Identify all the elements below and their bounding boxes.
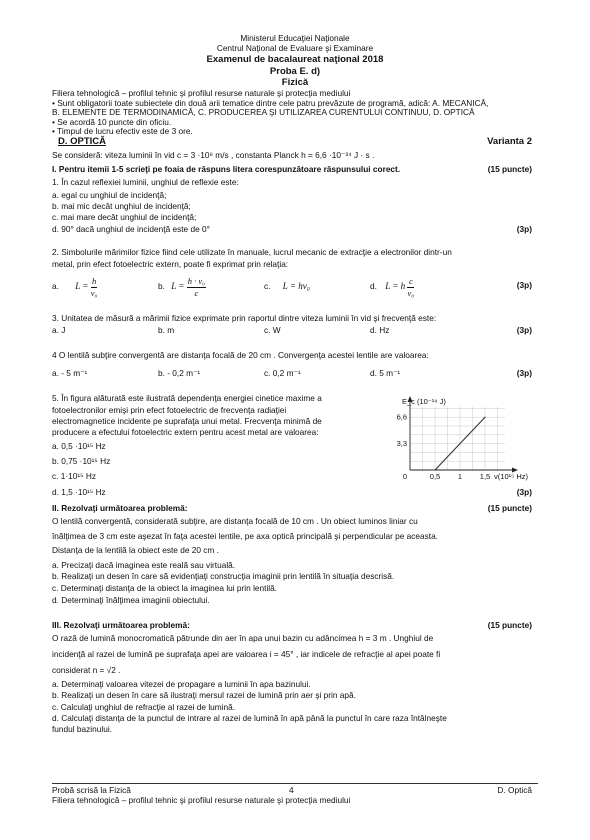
part3-item-a: a. Determinaţi valoarea vitezei de propagare a luminii în apa bazinului. — [52, 679, 311, 689]
part2-title: II. Rezolvaţi următoarea problemă: — [52, 503, 188, 513]
q4-option-b: b. - 0,2 m⁻¹ — [158, 368, 201, 378]
q2-option-c — [264, 281, 310, 292]
filiera-line: Filiera tehnologică – profilul tehnic şi profilul resurse naturale şi protecţia mediului — [52, 88, 351, 98]
q2-text-2: metal, prin efect fotoelectric extern, poate fi exprimat prin relaţia: — [52, 259, 289, 269]
q2-b-label: b. — [158, 281, 165, 292]
photoelectric-chart — [388, 392, 538, 488]
q5-option-c: c. 1·10¹⁵ Hz — [52, 471, 97, 481]
q4-text: 4 O lentilă subţire convergentă are distanţa focală de 20 cm . Convergenţa acestei lentile are valoarea: — [52, 350, 429, 360]
q4-option-d: d. 5 m⁻¹ — [370, 368, 401, 378]
q2-d-fraction — [407, 277, 414, 297]
part3-points: (15 puncte) — [487, 620, 532, 630]
q3-option-b: b. m — [158, 325, 175, 335]
q4-points: (3p) — [516, 368, 532, 378]
part3-title: III. Rezolvaţi următoarea problemă: — [52, 620, 190, 630]
q2-a-den: ν₀ — [90, 287, 98, 298]
subject-title: Fizică — [281, 77, 309, 88]
x-tick-label: 1,5 — [479, 472, 491, 481]
origin-label: 0 — [402, 472, 407, 481]
q3-option-c: c. W — [264, 325, 281, 335]
part3-item-b: b. Realizaţi un desen în care să ilustraţi mersul razei de lumină prin aer şi prin apă. — [52, 690, 356, 700]
footer-divider — [52, 783, 538, 784]
proba-title: Proba E. d) — [269, 66, 321, 77]
part3-item-d-1: d. Calculaţi distanţa de la punctul de intrare al razei de lumină în apă până la punctul în care raza întâlneşte — [52, 713, 447, 723]
chart-grid — [410, 407, 505, 470]
ministry-line: Ministerul Educaţiei Naţionale — [240, 33, 350, 43]
q5-option-d: d. 1,5 ·10¹⁵ Hz — [52, 487, 106, 497]
q2-points: (3p) — [516, 280, 532, 290]
q2-a-lhs: L = — [75, 281, 89, 292]
part3-item-c: c. Calculaţi unghiul de refracţie al razei de lumină. — [52, 702, 236, 712]
q2-text-1: 2. Simbolurile mărimilor fizice fiind cele utilizate în manuale, lucrul mecanic de extracţie a electronilor dintr-un — [52, 247, 452, 257]
rule-line-3: • Timpul de lucru efectiv este de 3 ore. — [52, 126, 193, 136]
rule-line-2: • Se acordă 10 puncte din oficiu. — [52, 117, 172, 127]
q2-b-lhs: L = — [171, 281, 185, 292]
footer-left: Probă scrisă la Fizică — [52, 785, 131, 795]
q2-a-fraction — [91, 277, 98, 297]
q5-text-1: 5. În figura alăturată este ilustrată dependenţa energiei cinetice maxime a — [52, 393, 322, 403]
x-axis-label: ν(10¹⁵ Hz) — [494, 472, 528, 481]
q5-text-3: electromagnetice incidente pe suprafaţa unui metal. Frecvenţa minimă de — [52, 416, 322, 426]
center-line: Centrul Naţional de Evaluare şi Examinare — [216, 43, 374, 53]
q4-option-a: a. - 5 m⁻¹ — [52, 368, 88, 378]
part2-line-3: Distanţa de la lentilă la obiect este de 20 cm . — [52, 545, 219, 555]
y-tick-label: 6,6 — [396, 412, 407, 422]
chart-labels — [397, 397, 529, 481]
y-tick-label: 3,3 — [396, 439, 407, 449]
q2-a-label: a. — [52, 281, 59, 292]
q2-b-den: c — [194, 287, 199, 298]
q2-option-b — [158, 277, 206, 297]
q2-option-d — [370, 277, 414, 297]
q1-points: (3p) — [516, 224, 532, 234]
q3-text: 3. Unitatea de măsură a mărimii fizice exprimate prin raportul dintre viteza luminii în vid şi frecvenţă este: — [52, 313, 437, 323]
footer-page-number: 4 — [289, 785, 294, 795]
series-point — [484, 417, 485, 418]
q5-points: (3p) — [516, 487, 532, 497]
q2-b-num: h · ν₀ — [187, 276, 206, 286]
q4-option-c: c. 0,2 m⁻¹ — [264, 368, 301, 378]
q2-a-num: h — [91, 276, 97, 286]
part2-item-c: c. Determinaţi distanţa de la obiect la imaginea lui prin lentilă. — [52, 583, 278, 593]
part2-line-1: O lentilă convergentă, considerată subţire, are distanţa focală de 10 cm . Un obiect luminos liniar cu — [52, 516, 418, 526]
q5-option-a: a. 0,5 ·10¹⁵ Hz — [52, 441, 106, 451]
exam-title: Examenul de bacalaureat naţional 2018 — [206, 54, 384, 65]
q2-option-a — [52, 277, 97, 297]
part3-line-2: incidenţă al razei de lumină pe suprafaţa apei are valoarea i = 45° , iar indicele de refracţie al apei poate fi — [52, 649, 441, 659]
q1-option-c: c. mai mare decât unghiul de incidenţă; — [52, 212, 197, 222]
constants-line: Se consideră: viteza luminii în vid c = 3 ·10⁸ m/s , constanta Planck h = 6,6 ·10⁻³⁴ J · s . — [52, 150, 375, 160]
section-title: D. OPTICĂ — [58, 136, 107, 147]
q3-option-d: d. Hz — [370, 325, 390, 335]
footer-bottom: Filiera tehnologică – profilul tehnic şi profilul resurse naturale şi protecţia mediului — [52, 795, 351, 805]
q5-option-b: b. 0,75 ·10¹⁵ Hz — [52, 456, 111, 466]
rule-line-1b: B. ELEMENTE DE TERMODINAMICĂ, C. PRODUCEREA ŞI UTILIZAREA CURENTULUI CONTINUU, D. OPTICĂ — [52, 107, 475, 117]
q2-d-lhs: L = h — [385, 281, 406, 292]
q2-d-den: ν₀ — [407, 287, 415, 298]
q2-c-expr: L = hν₀ — [282, 281, 310, 291]
rule-line-1a: • Sunt obligatorii toate subiectele din două arii tematice dintre cele patru prevăzute de programă, adică: A. MECANICĂ, — [52, 98, 489, 108]
q1-option-b: b. mai mic decât unghiul de incidenţă; — [52, 201, 191, 211]
part2-item-b: b. Realizaţi un desen în care să evidenţiaţi construcţia imaginii prin lentilă în situaţia descrisă. — [52, 571, 395, 581]
q2-d-num: c — [408, 276, 413, 286]
variant-label: Varianta 2 — [487, 136, 532, 147]
part2-points: (15 puncte) — [487, 503, 532, 513]
series-point — [434, 469, 435, 470]
part1-title: I. Pentru itemii 1-5 scrieţi pe foaia de răspuns litera corespunzătoare răspunsului corect. — [52, 164, 401, 174]
x-tick-label: 1 — [457, 472, 463, 481]
q3-points: (3p) — [516, 325, 532, 335]
part3-line-3: considerat n = √2 . — [52, 665, 121, 675]
part2-item-a: a. Precizaţi dacă imaginea este reală sau virtuală. — [52, 560, 236, 570]
part3-item-d-2: fundul bazinului. — [52, 724, 112, 734]
part2-line-2: înălţimea de 3 cm este aşezat în faţa acestei lentile, pe axa optică principală şi perpendicular pe aceasta. — [52, 531, 439, 541]
q5-text-2: fotoelectronilor emişi prin efect fotoelectric de frecvenţa radiaţiei — [52, 405, 287, 415]
q3-option-a: a. J — [52, 325, 66, 335]
x-tick-label: 0,5 — [429, 472, 441, 481]
part3-line-1: O rază de lumină monocromatică pătrunde din aer în apa unui bazin cu adâncimea h = 3 m . Unghiul de — [52, 633, 434, 643]
q5-text-4: producere a efectului fotoelectric extern pentru acest metal are valoarea: — [52, 427, 319, 437]
q1-option-d: d. 90° dacă unghiul de incidenţă este de 0° — [52, 224, 210, 234]
q1-option-a: a. egal cu unghiul de incidenţă; — [52, 190, 167, 200]
footer-right: D. Optică — [497, 785, 532, 795]
y-axis-label: E_c (10⁻¹⁹ J) — [402, 397, 446, 406]
part2-item-d: d. Determinaţi înălţimea imaginii obiectului. — [52, 595, 210, 605]
q2-b-fraction — [187, 277, 206, 297]
part1-points: (15 puncte) — [487, 164, 532, 174]
q2-d-label: d. — [370, 281, 377, 292]
q2-c-label: c. — [264, 281, 271, 291]
q1-text: 1. În cazul reflexiei luminii, unghiul de reflexie este: — [52, 177, 239, 187]
